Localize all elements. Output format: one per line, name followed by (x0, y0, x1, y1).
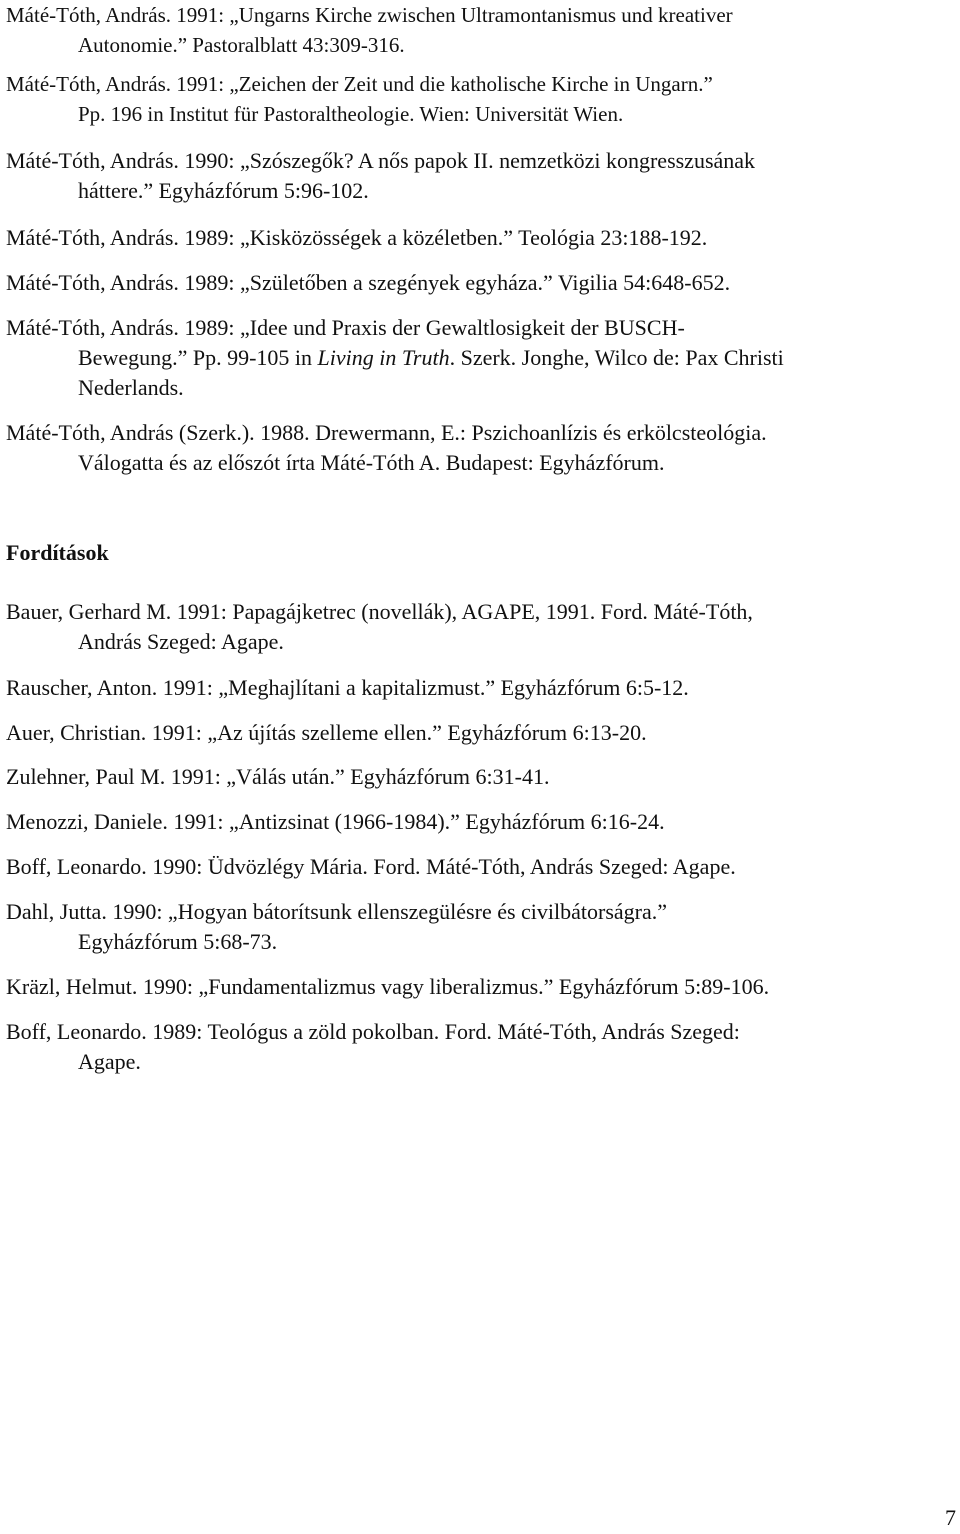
translation-line: Kräzl, Helmut. 1990: „Fundamentalizmus vagy liberalizmus.” Egyházfórum 5:89-106. (6, 974, 770, 999)
book-title: Living in Truth (317, 345, 450, 370)
translation-entry (6, 897, 954, 957)
reference-line: Máté-Tóth, András. 1991: „Ungarns Kirche zwischen Ultramontanismus und kreativer (6, 3, 733, 27)
reference-line: Máté-Tóth, András. 1989: „Születőben a szegények egyháza.” Vigilia 54:648-652. (6, 270, 731, 295)
translation-line: Zulehner, Paul M. 1991: „Válás után.” Egyházfórum 6:31-41. (6, 764, 550, 789)
reference-entry (6, 268, 954, 298)
translation-entry (6, 807, 954, 837)
reference-text: . Szerk. Jonghe, Wilco de: Pax Christi (449, 345, 784, 370)
reference-line: Máté-Tóth, András (Szerk.). 1988. Drewermann, E.: Pszichoanlízis és erkölcsteológia. (6, 420, 767, 445)
translation-line: Menozzi, Daniele. 1991: „Antizsinat (1966-1984).” Egyházfórum 6:16-24. (6, 809, 665, 834)
translation-line: Bauer, Gerhard M. 1991: Papagájketrec (novellák), AGAPE, 1991. Ford. Máté-Tóth, (6, 599, 753, 624)
translation-line: Egyházfórum 5:68-73. (78, 929, 278, 954)
reference-line: Máté-Tóth, András. 1991: „Zeichen der Zeit und die katholische Kirche in Ungarn.” (6, 72, 713, 96)
reference-line (6, 343, 954, 373)
section-heading: Fordítások (6, 540, 109, 565)
translation-entry (6, 718, 954, 748)
translation-line: Boff, Leonardo. 1990: Üdvözlégy Mária. Ford. Máté-Tóth, András Szeged: Agape. (6, 854, 736, 879)
translation-line: Agape. (78, 1049, 141, 1074)
reference-line: Pp. 196 in Institut für Pastoraltheologie. Wien: Universität Wien. (78, 102, 624, 126)
reference-line: Máté-Tóth, András. 1990: „Szószegők? A nős papok II. nemzetközi kongresszusának (6, 148, 756, 173)
reference-line: Autonomie.” Pastoralblatt 43:309-316. (78, 33, 405, 57)
translation-entry (6, 597, 954, 657)
translation-line: András Szeged: Agape. (78, 629, 284, 654)
reference-entry (6, 146, 954, 206)
reference-line: Máté-Tóth, András. 1989: „Kisközösségek a közéletben.” Teológia 23:188-192. (6, 225, 708, 250)
reference-line: háttere.” Egyházfórum 5:96-102. (78, 178, 369, 203)
reference-entry (6, 223, 954, 253)
translation-line: Rauscher, Anton. 1991: „Meghajlítani a kapitalizmust.” Egyházfórum 6:5-12. (6, 675, 689, 700)
reference-line: Nederlands. (78, 375, 184, 400)
translation-entry (6, 673, 954, 703)
page-number: 7 (945, 1505, 956, 1530)
translation-line: Auer, Christian. 1991: „Az újítás szelleme ellen.” Egyházfórum 6:13-20. (6, 720, 647, 745)
translation-entry (6, 852, 954, 882)
reference-text: Bewegung.” Pp. 99-105 in (78, 345, 318, 370)
reference-entry (6, 313, 954, 403)
translation-line: Boff, Leonardo. 1989: Teológus a zöld pokolban. Ford. Máté-Tóth, András Szeged: (6, 1019, 740, 1044)
reference-entry (6, 0, 954, 60)
translation-line: Dahl, Jutta. 1990: „Hogyan bátorítsunk ellenszegülésre és civilbátorságra.” (6, 899, 668, 924)
reference-entry (6, 69, 954, 129)
reference-line: Válogatta és az előszót írta Máté-Tóth A. Budapest: Egyházfórum. (78, 450, 665, 475)
translation-entry (6, 972, 954, 1002)
reference-entry (6, 418, 954, 478)
translation-entry (6, 762, 954, 792)
translation-entry (6, 1017, 954, 1077)
reference-line: Máté-Tóth, András. 1989: „Idee und Praxis der Gewaltlosigkeit der BUSCH- (6, 315, 685, 340)
